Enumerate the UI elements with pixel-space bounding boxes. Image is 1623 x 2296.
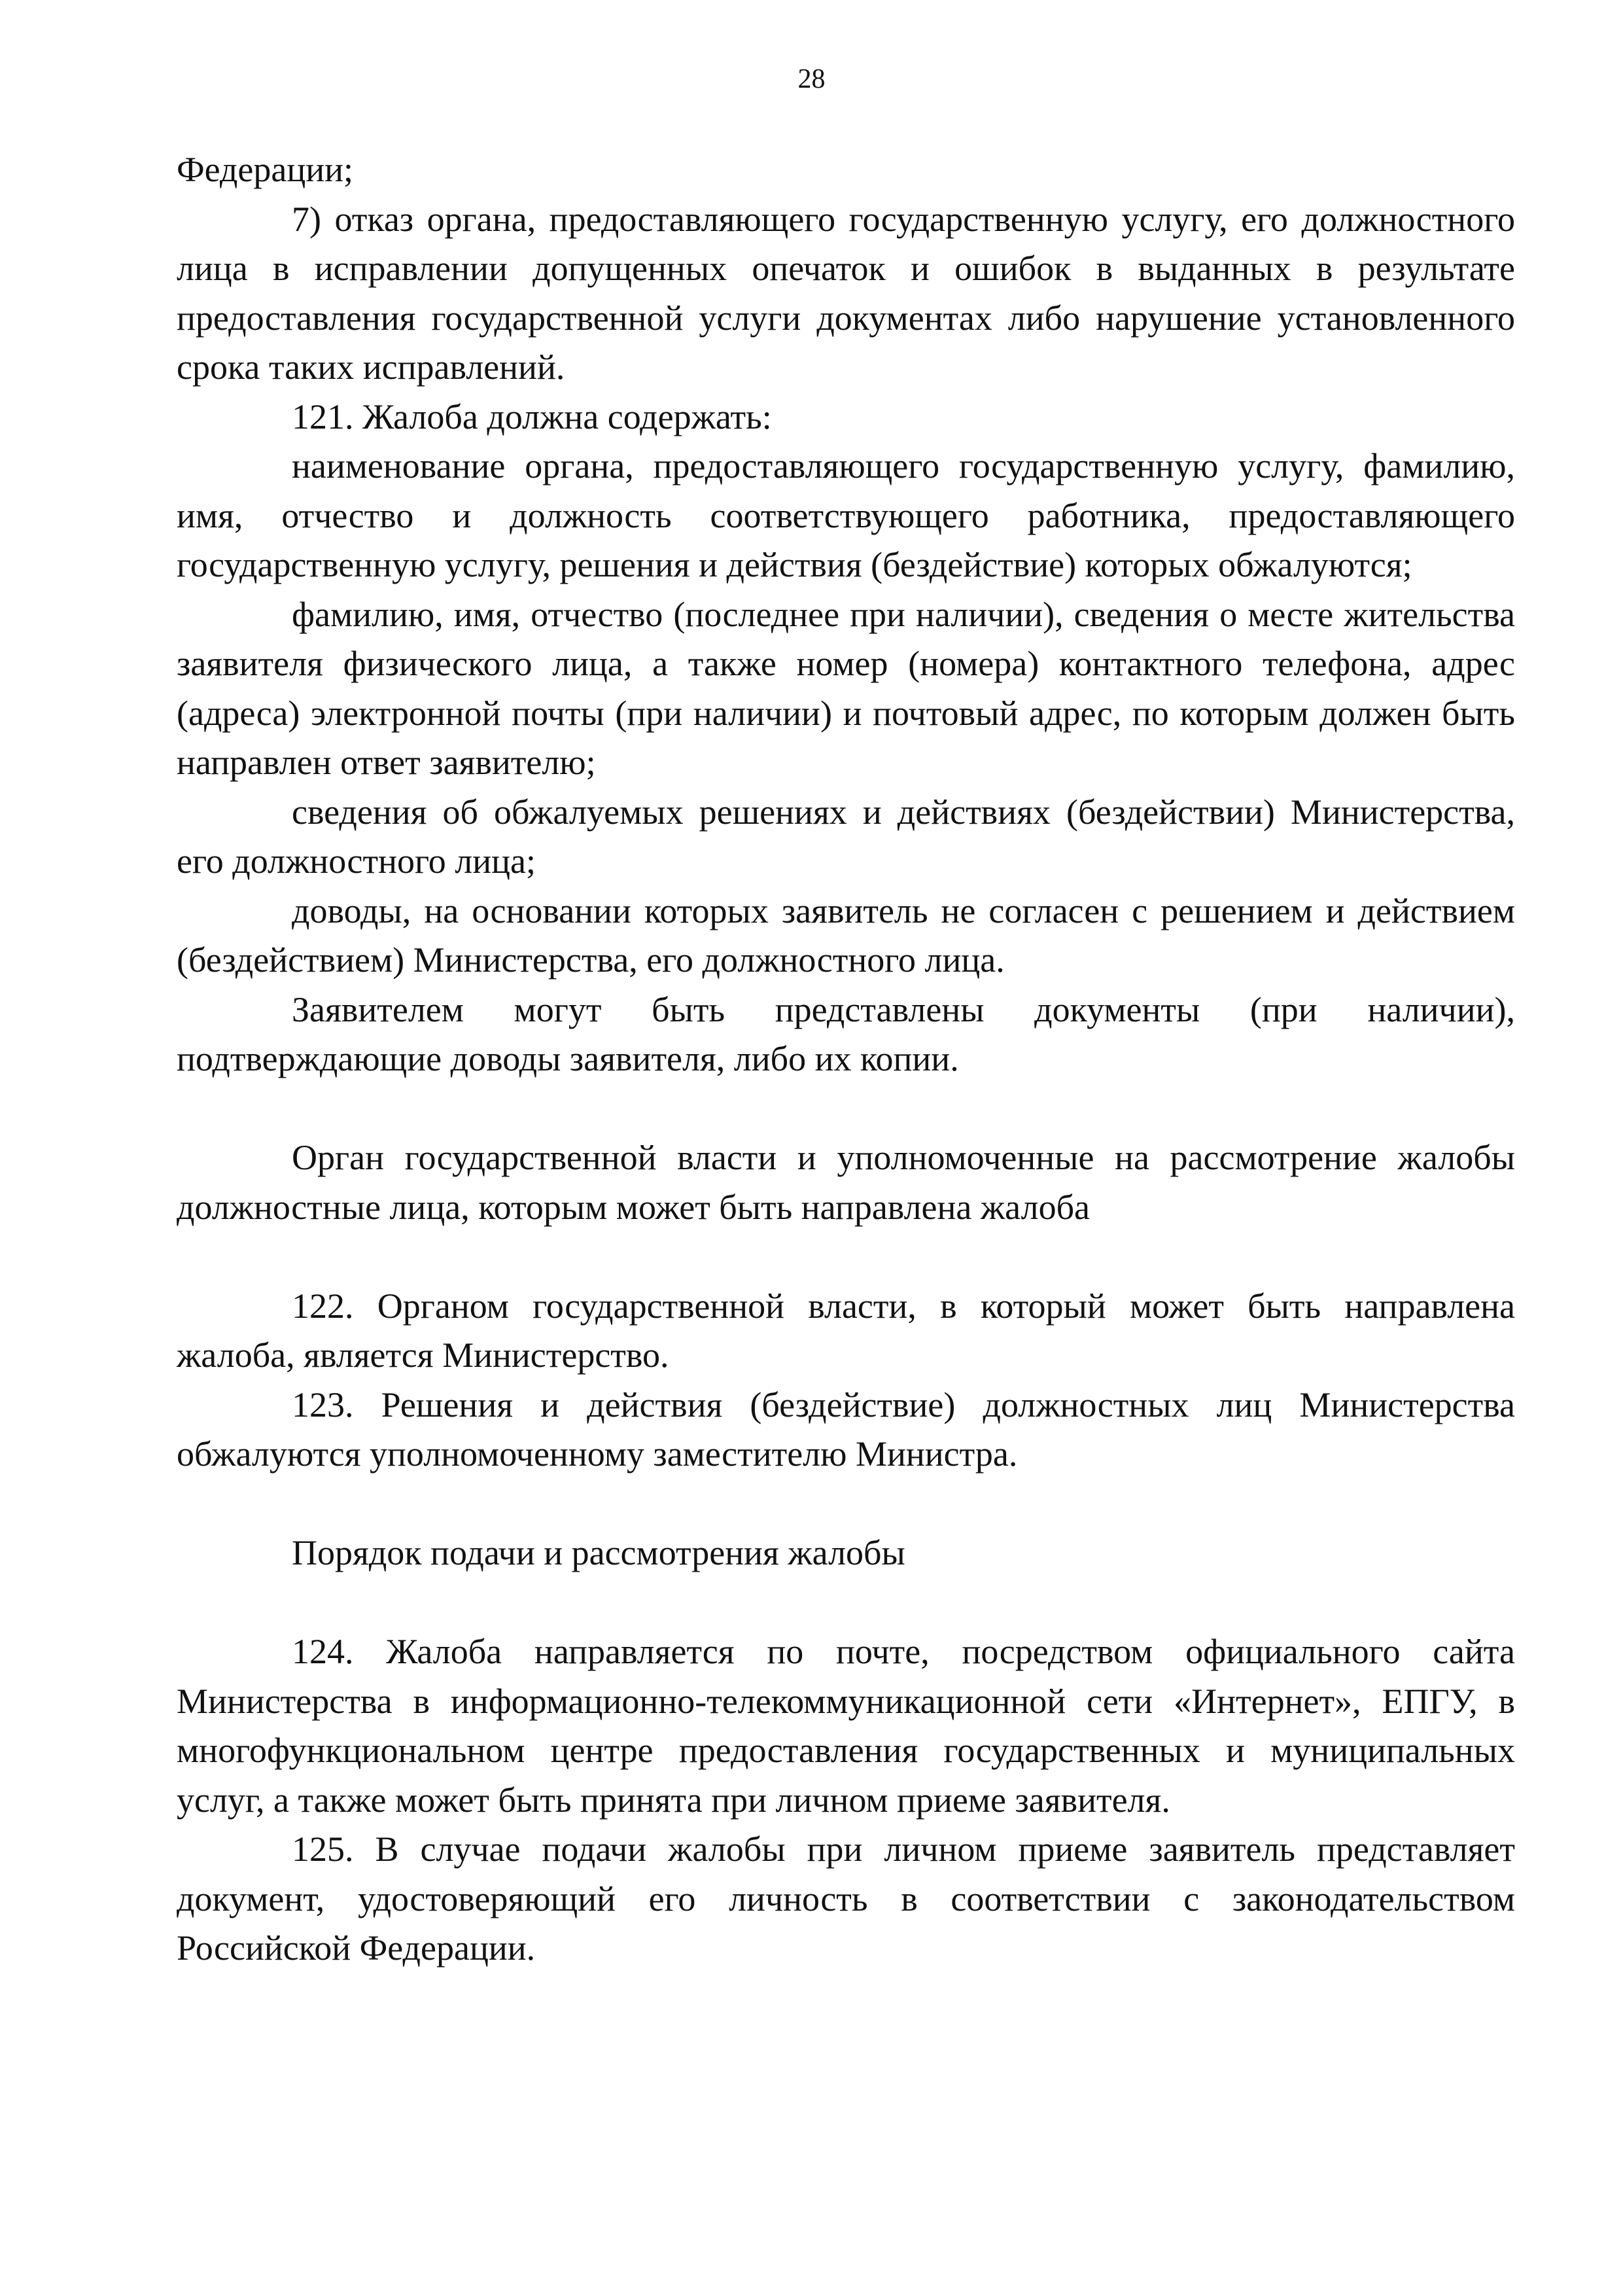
paragraph-applicant-documents: Заявителем могут быть представлены документы (при наличии), подтверждающие доводы заявителя, либо их копии. [177,989,1515,1078]
paragraph-124: 124. Жалоба направляется по почте, посредством официального сайта Министерства в информационно-телекоммуникационной сети «Интернет», ЕПГУ, в многофункциональном центре предоставления государственных и муниципальных услуг, а также может быть принята при личном приеме заявителя. [177,1632,1515,1820]
section-spacer [177,1232,1515,1282]
paragraph-125: 125. В случае подачи жалобы при личном приеме заявитель представляет документ, удостоверяющий его личность в соответствии с законодательством Российской Федерации. [177,1829,1515,1968]
page-number: 28 [797,64,826,94]
paragraph-requirement-decisions: сведения об обжалуемых решениях и действиях (бездействии) Министерства, его должностного лица; [177,792,1515,881]
paragraph-requirement-organ: наименование органа, предоставляющего государственную услугу, фамилию, имя, отчество и должность соответствующего работника, предоставляющего государственную услугу, решения и действия (бездействие) которых обжалуются; [177,446,1515,584]
paragraph-item-7: 7) отказ органа, предоставляющего государственную услугу, его должностного лица в исправлении допущенных опечаток и ошибок в выданных в результате предоставления государственной услуги документах либо нарушение установленного срока таких исправлений. [177,199,1515,387]
paragraph-121: 121. Жалоба должна содержать: [292,397,772,436]
section-heading-authority: Орган государственной власти и уполномоченные на рассмотрение жалобы должностные лица, которым может быть направлена жалоба [177,1138,1515,1227]
document-body [177,145,1515,1973]
section-spacer [177,1479,1515,1529]
section-heading-procedure: Порядок подачи и рассмотрения жалобы [292,1533,905,1572]
section-spacer [177,1578,1515,1628]
paragraph-122: 122. Органом государственной власти, в который может быть направлена жалоба, является Министерство. [177,1286,1515,1375]
paragraph-continuation: Федерации; [177,150,354,189]
paragraph-requirement-applicant: фамилию, имя, отчество (последнее при наличии), сведения о месте жительства заявителя физического лица, а также номер (номера) контактного телефона, адрес (адреса) электронной почты (при наличии) и почтовый адрес, по которым должен быть направлен ответ заявителю; [177,594,1515,782]
section-spacer [177,1084,1515,1134]
paragraph-123: 123. Решения и действия (бездействие) должностных лиц Министерства обжалуются уполномоченному заместителю Министра. [177,1385,1515,1474]
paragraph-requirement-arguments: доводы, на основании которых заявитель не согласен с решением и действием (бездействием) Министерства, его должностного лица. [177,891,1515,980]
